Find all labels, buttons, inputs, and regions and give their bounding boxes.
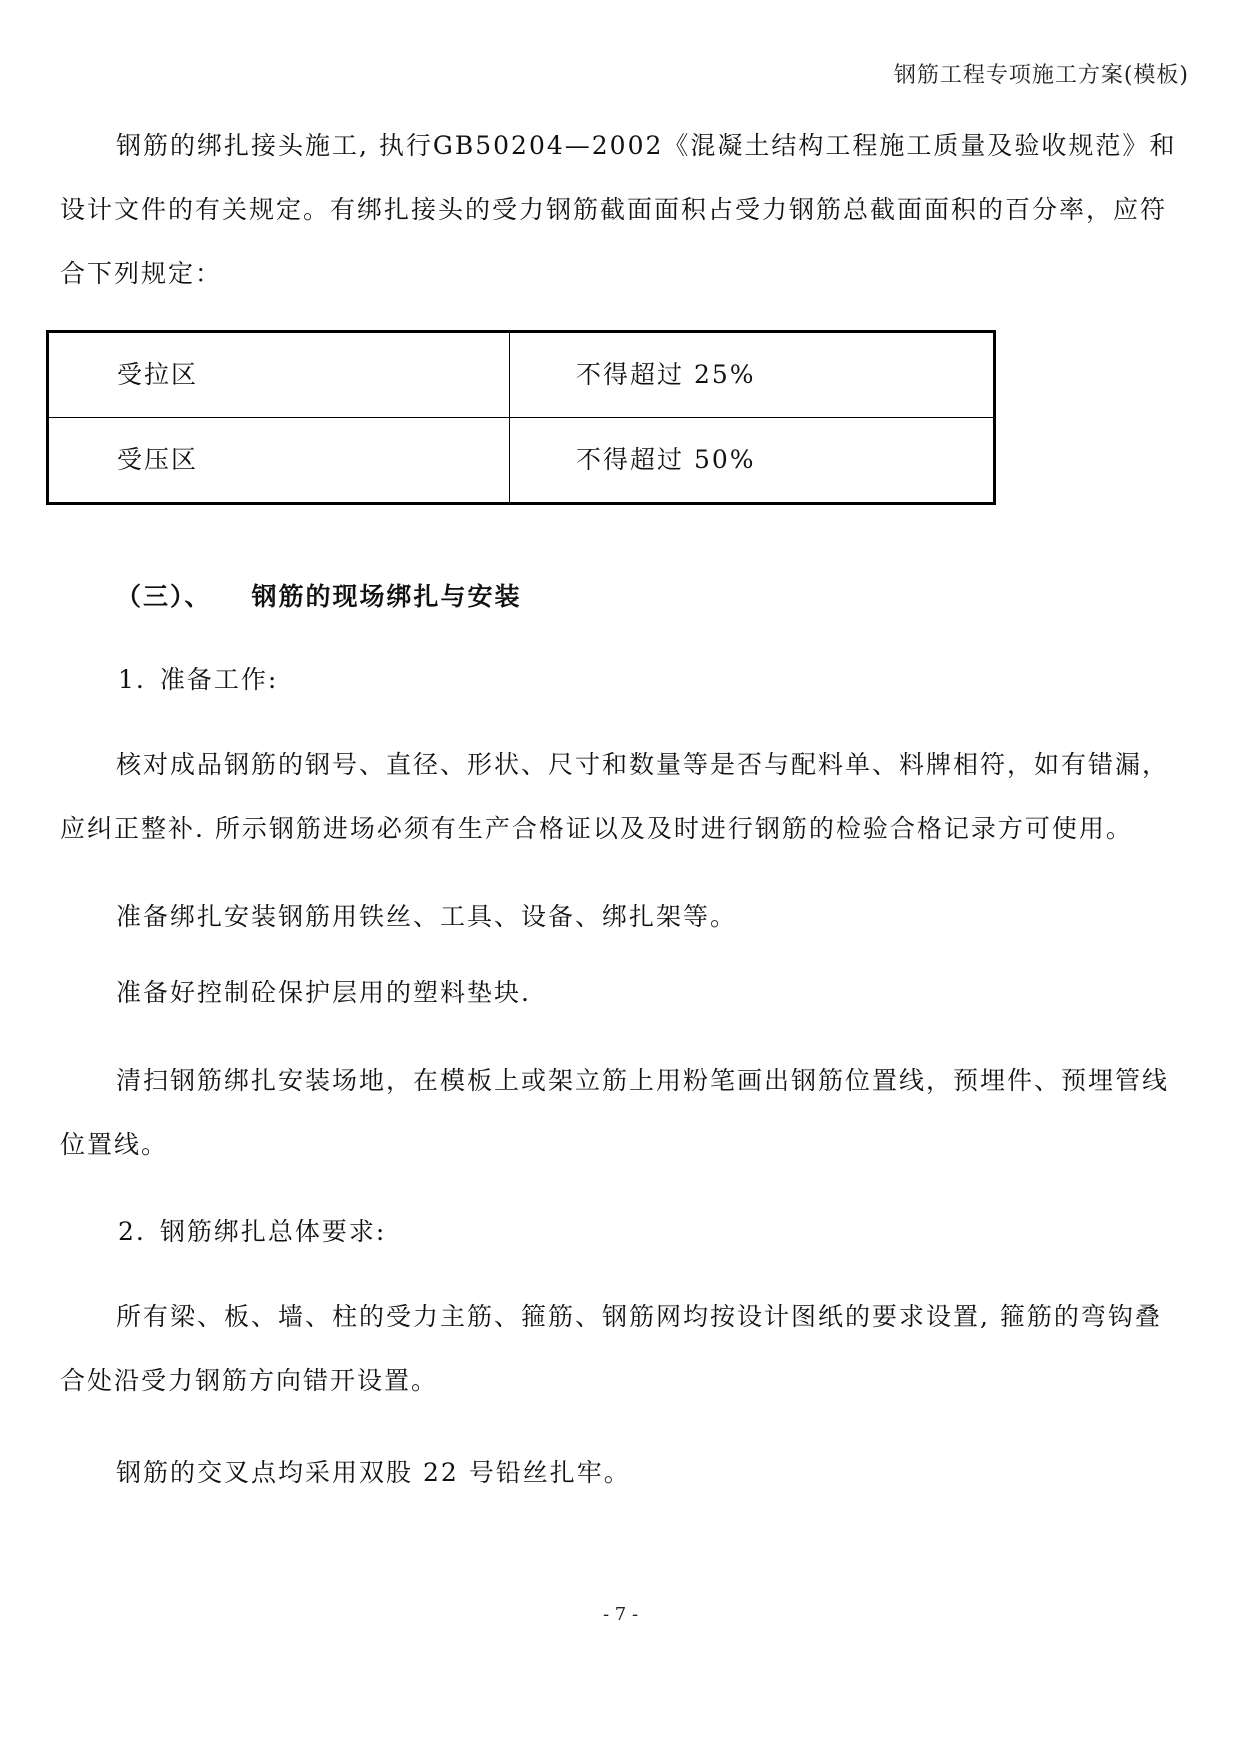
table-row — [48, 332, 995, 418]
subheading-number: 2. — [118, 1217, 146, 1246]
limit-cell: 不得超过 25% — [510, 332, 995, 418]
page-number: - 7 - — [602, 1604, 639, 1625]
section-number: （三）、 — [116, 582, 212, 611]
section-title: 钢筋的现场绑扎与安装 — [251, 582, 522, 611]
requirement-paragraph: 钢筋的交叉点均采用双股 22 号铅丝扎牢。 — [116, 1458, 631, 1487]
table-row — [48, 418, 995, 504]
section-heading — [116, 577, 522, 613]
zone-cell: 受压区 — [48, 418, 510, 504]
limit-cell: 不得超过 50% — [510, 418, 995, 504]
requirement-paragraph: 所有梁、板、墙、柱的受力主筋、箍筋、钢筋网均按设计图纸的要求设置, 箍筋的弯钩叠合处沿受力钢筋方向错开设置。 — [60, 1302, 1162, 1395]
intro-paragraph: 钢筋的绑扎接头施工, 执行GB50204—2002《混凝土结构工程施工质量及验收规范》和设计文件的有关规定。有绑扎接头的受力钢筋截面面积占受力钢筋总截面面积的百分率，应符合下列规定： — [60, 131, 1177, 288]
subheading-title: 准备工作: — [159, 665, 279, 694]
subheading-prep — [118, 660, 278, 696]
prep-paragraph: 准备绑扎安装钢筋用铁丝、工具、设备、绑扎架等。 — [116, 902, 738, 931]
running-header: 钢筋工程专项施工方案(模板) — [893, 63, 1189, 88]
subheading-requirements — [118, 1212, 386, 1248]
subheading-title: 钢筋绑扎总体要求: — [159, 1217, 387, 1246]
prep-paragraph: 清扫钢筋绑扎安装场地，在模板上或架立筋上用粉笔画出钢筋位置线，预埋件、预埋管线位置线。 — [60, 1066, 1170, 1159]
prep-paragraph: 准备好控制砼保护层用的塑料垫块. — [116, 978, 531, 1007]
zone-cell: 受拉区 — [48, 332, 510, 418]
prep-paragraph: 核对成品钢筋的钢号、直径、形状、尺寸和数量等是否与配料单、料牌相符，如有错漏，应纠正整补. 所示钢筋进场必须有生产合格证以及及时进行钢筋的检验合格记录方可使用。 — [60, 750, 1170, 843]
splice-ratio-table — [46, 330, 996, 505]
subheading-number: 1. — [118, 665, 146, 694]
